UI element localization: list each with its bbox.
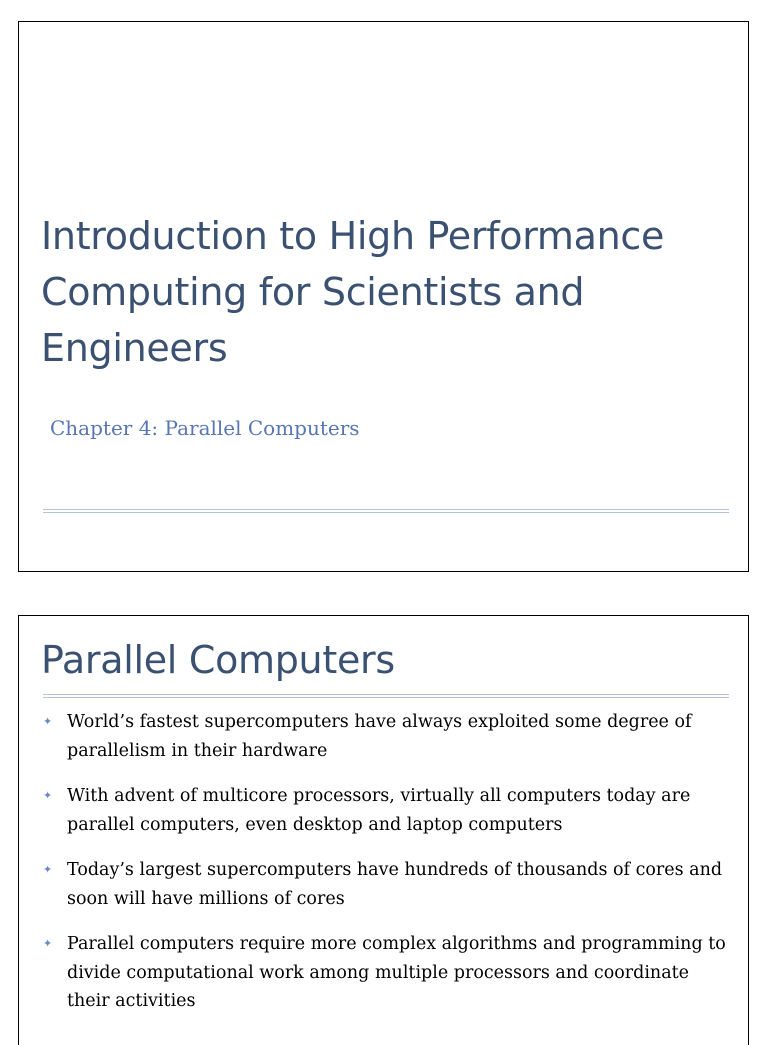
star-bullet-icon: ✦ xyxy=(43,715,53,728)
bullet-text: Today’s largest supercomputers have hundreds of thousands of cores and soon will have millions of cores xyxy=(67,860,723,909)
bullet-item xyxy=(41,782,731,839)
bullet-text: World’s fastest supercomputers have always exploited some degree of parallelism in their hardware xyxy=(67,712,692,761)
bullet-item xyxy=(41,930,731,1016)
presentation-title: Introduction to High Performance Computing for Scientists and Engineers xyxy=(41,214,665,370)
title-slide xyxy=(18,21,749,572)
bullet-list xyxy=(41,708,731,1033)
divider-line-bottom xyxy=(43,512,729,513)
content-slide xyxy=(18,615,749,1045)
divider-line-top xyxy=(43,509,729,510)
bullet-text: Parallel computers require more complex algorithms and programming to divide computational work among multiple processors and coordinate their activities xyxy=(67,934,726,1011)
bullet-item xyxy=(41,708,731,765)
divider-line-bottom xyxy=(43,697,729,698)
star-bullet-icon: ✦ xyxy=(43,937,53,950)
bullet-text: With advent of multicore processors, virtually all computers today are parallel computers, even desktop and laptop computers xyxy=(67,786,691,835)
chapter-subtitle: Chapter 4: Parallel Computers xyxy=(50,416,360,440)
divider-line-top xyxy=(43,694,729,695)
star-bullet-icon: ✦ xyxy=(43,789,53,802)
star-bullet-icon: ✦ xyxy=(43,863,53,876)
slide-title: Parallel Computers xyxy=(41,638,395,682)
bullet-item xyxy=(41,856,731,913)
